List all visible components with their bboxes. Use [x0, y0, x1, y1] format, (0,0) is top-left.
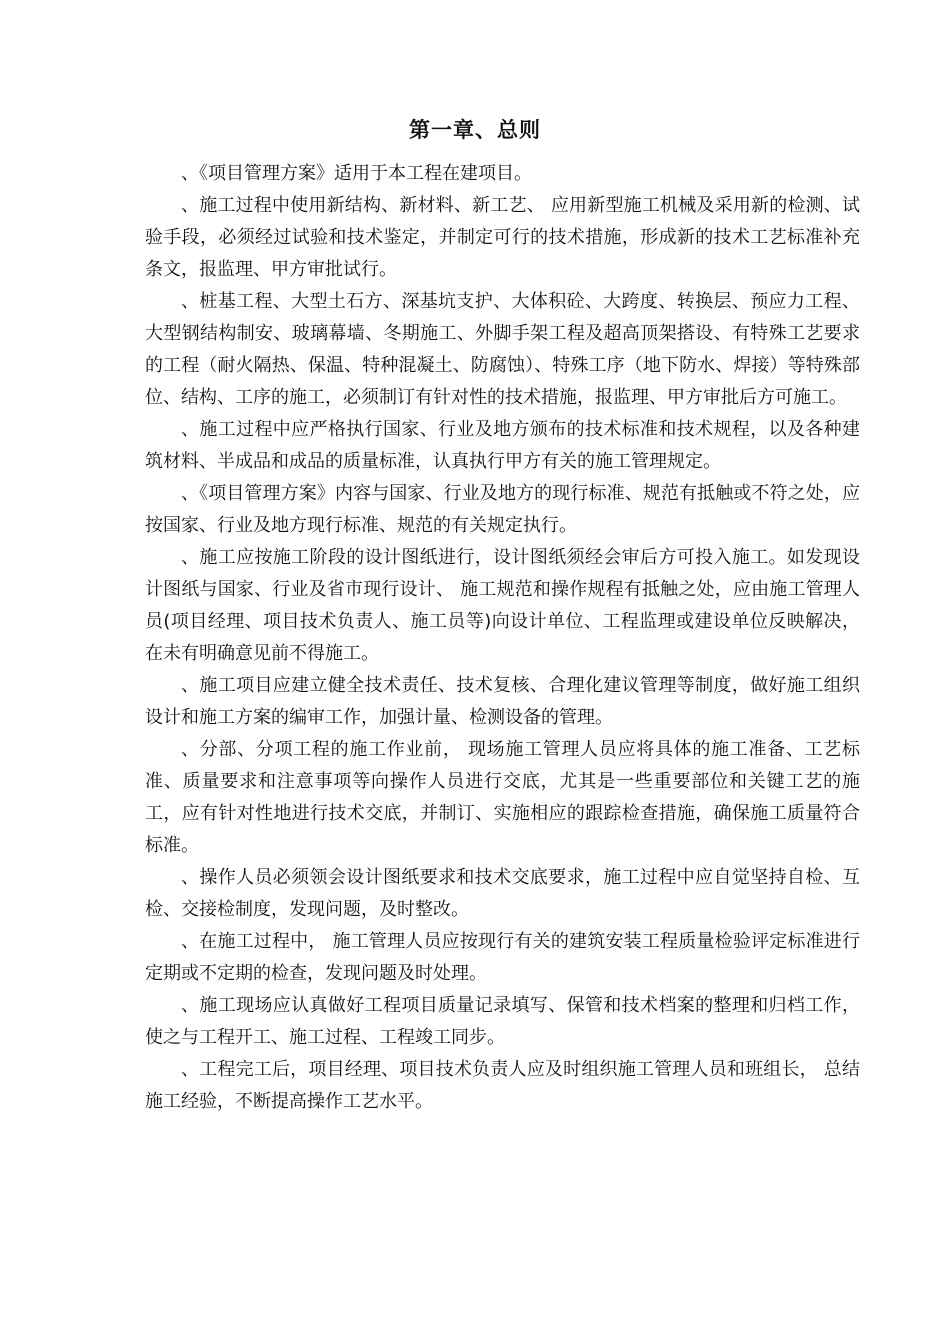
paragraph-9: 、操作人员必须领会设计图纸要求和技术交底要求，施工过程中应自觉坚持自检、互检、交接检制度，发现问题，及时整改。	[145, 867, 860, 920]
paragraph-8: 、分部、分项工程的施工作业前， 现场施工管理人员应将具体的施工准备、工艺标准、质量要求和注意事项等向操作人员进行交底，尤其是一些重要部位和关键工艺的施工，应有针对性地进行技术交底，并制订、实施相应的跟踪检查措施，确保施工质量符合标准。	[145, 739, 860, 856]
chapter-title: 第一章、总则	[409, 118, 541, 142]
paragraph-2: 、施工过程中使用新结构、新材料、新工艺、 应用新型施工机械及采用新的检测、试验手段，必须经过试验和技术鉴定，并制定可行的技术措施，形成新的技术工艺标准补充条文，报监理、甲方审批试行。	[145, 195, 860, 280]
paragraph-1: 、《项目管理方案》适用于本工程在建项目。	[181, 163, 532, 184]
body-text	[145, 158, 860, 1118]
paragraph-5: 、《项目管理方案》内容与国家、行业及地方的现行标准、规范有抵触或不符之处，应按国家、行业及地方现行标准、规范的有关规定执行。	[145, 483, 860, 536]
paragraph-3: 、桩基工程、大型土石方、深基坑支护、大体积砼、大跨度、转换层、预应力工程、大型钢结构制安、玻璃幕墙、冬期施工、外脚手架工程及超高顶架搭设、有特殊工艺要求的工程（耐火隔热、保温、特种混凝土、防腐蚀）、特殊工序（地下防水、焊接）等特殊部位、结构、工序的施工，必须制订有针对性的技术措施，报监理、甲方审批后方可施工。	[145, 291, 860, 408]
paragraph-6: 、施工应按施工阶段的设计图纸进行，设计图纸须经会审后方可投入施工。如发现设计图纸与国家、行业及省市现行设计、 施工规范和操作规程有抵触之处，应由施工管理人员(项目经理、项目技术负责人、施工员等)向设计单位、工程监理或建设单位反映解决，在未有明确意见前不得施工。	[145, 547, 860, 664]
paragraph-4: 、施工过程中应严格执行国家、行业及地方颁布的技术标准和技术规程，以及各种建筑材料、半成品和成品的质量标准，认真执行甲方有关的施工管理规定。	[145, 419, 860, 472]
paragraph-10: 、在施工过程中， 施工管理人员应按现行有关的建筑安装工程质量检验评定标准进行定期或不定期的检查，发现问题及时处理。	[145, 931, 860, 984]
paragraph-7: 、施工项目应建立健全技术责任、技术复核、合理化建议管理等制度，做好施工组织设计和施工方案的编审工作，加强计量、检测设备的管理。	[145, 675, 860, 728]
paragraph-12: 、工程完工后，项目经理、项目技术负责人应及时组织施工管理人员和班组长， 总结施工经验，不断提高操作工艺水平。	[145, 1059, 860, 1112]
paragraph-11: 、施工现场应认真做好工程项目质量记录填写、保管和技术档案的整理和归档工作，使之与工程开工、施工过程、工程竣工同步。	[145, 995, 860, 1048]
